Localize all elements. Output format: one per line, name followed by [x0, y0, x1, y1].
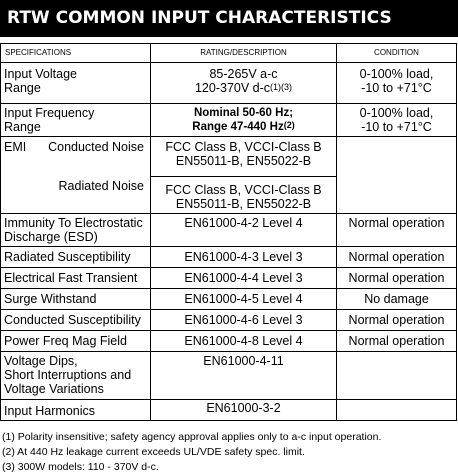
- header-row: [1, 44, 457, 63]
- row-condition-line: 0-100% load,: [359, 67, 434, 81]
- table-row: [1, 214, 457, 247]
- row-condition: [337, 352, 457, 400]
- row-rating: EN61000-4-2 Level 4: [151, 214, 337, 247]
- row-rating: [151, 63, 337, 104]
- row-param-line: Immunity To Electrostatic: [4, 216, 143, 230]
- footnotes: [2, 430, 381, 475]
- row-rating-line: Nominal 50-60 Hz;: [193, 107, 294, 119]
- row-param-line: Voltage Dips,: [4, 354, 78, 368]
- table-row: [1, 63, 457, 104]
- table-row: [1, 310, 457, 331]
- row-condition: Normal operation: [337, 214, 457, 247]
- row-rating-line: FCC Class B, VCCI-Class B: [165, 183, 322, 197]
- row-rating: EN61000-4-3 Level 3: [151, 247, 337, 268]
- row-condition: [337, 137, 457, 214]
- row-condition: Normal operation: [337, 310, 457, 331]
- emi-conducted-rating: [154, 140, 333, 168]
- row-rating: EN61000-4-8 Level 4: [151, 331, 337, 352]
- table-row: [1, 400, 457, 421]
- header-specifications: SPECIFICATIONS: [1, 44, 151, 63]
- footnote: (3) 300W models: 110 - 370V d-c.: [2, 461, 159, 473]
- row-param: Radiated Susceptibility: [1, 247, 151, 268]
- footnote: (2) At 440 Hz leakage current exceeds UL/VDE safety spec. limit.: [2, 446, 305, 458]
- row-condition-line: -10 to +71°C: [361, 81, 432, 95]
- row-rating: [151, 137, 337, 214]
- row-rating-line: 85-265V a-c: [209, 67, 278, 81]
- emi-conducted-label: Conducted Noise: [48, 140, 144, 154]
- row-param-line: Voltage Variations: [4, 382, 104, 396]
- table-row-emi: [1, 137, 457, 214]
- row-rating-line: [154, 81, 333, 96]
- row-rating-text: Range 47-440 Hz: [192, 121, 284, 133]
- row-condition: [337, 63, 457, 104]
- table-row: [1, 331, 457, 352]
- row-param: [1, 137, 151, 214]
- row-condition: [337, 104, 457, 137]
- row-param-line: Input Voltage: [4, 67, 77, 81]
- row-rating: EN61000-3-2: [151, 400, 337, 421]
- row-param: Electrical Fast Transient: [1, 268, 151, 289]
- row-rating-line: EN55011-B, EN55022-B: [175, 154, 312, 168]
- header-rating: RATING/DESCRIPTION: [151, 44, 337, 63]
- emi-label: EMI: [4, 140, 27, 154]
- row-param: [1, 214, 151, 247]
- row-condition-line: 0-100% load,: [359, 106, 434, 120]
- row-condition: Normal operation: [337, 247, 457, 268]
- row-condition: [337, 400, 457, 421]
- row-param: [1, 104, 151, 137]
- row-condition: Normal operation: [337, 331, 457, 352]
- row-param: Input Harmonics: [1, 400, 151, 421]
- footnote-ref: (2): [283, 120, 295, 130]
- emi-radiated-label: Radiated Noise: [58, 179, 144, 193]
- table-row: [1, 104, 457, 137]
- row-param: [1, 63, 151, 104]
- row-condition: Normal operation: [337, 268, 457, 289]
- page-title: RTW COMMON INPUT CHARACTERISTICS: [0, 0, 458, 37]
- table-row: [1, 352, 457, 400]
- table-row: [1, 247, 457, 268]
- row-param-line: Range: [4, 120, 41, 134]
- row-rating-text: 120-370V d-c: [194, 81, 271, 95]
- row-param-line: Short Interruptions and: [4, 368, 132, 382]
- row-rating-line: FCC Class B, VCCI-Class B: [165, 140, 322, 154]
- row-param: Conducted Susceptibility: [1, 310, 151, 331]
- row-condition: No damage: [337, 289, 457, 310]
- footnote: (1) Polarity insensitive; safety agency approval applies only to a-c input operation.: [2, 431, 382, 443]
- row-param: Surge Withstand: [1, 289, 151, 310]
- row-param-line: Discharge (ESD): [4, 230, 98, 244]
- row-param: [1, 352, 151, 400]
- row-rating: [151, 104, 337, 137]
- row-condition-line: -10 to +71°C: [361, 120, 432, 134]
- header-condition: CONDITION: [337, 44, 457, 63]
- row-rating: EN61000-4-5 Level 4: [151, 289, 337, 310]
- row-rating: EN61000-4-4 Level 3: [151, 268, 337, 289]
- row-rating-line: EN55011-B, EN55022-B: [175, 197, 312, 211]
- row-param: Power Freq Mag Field: [1, 331, 151, 352]
- row-rating: EN61000-4-11: [151, 352, 337, 400]
- characteristics-table: [0, 43, 457, 421]
- table-row: [1, 289, 457, 310]
- row-rating-line: [154, 120, 333, 134]
- footnote-ref: (1)(3): [270, 82, 293, 92]
- row-param-line: Input Frequency: [4, 106, 95, 120]
- row-rating: EN61000-4-6 Level 3: [151, 310, 337, 331]
- emi-radiated-rating: [151, 176, 336, 211]
- table-row: [1, 268, 457, 289]
- row-param-line: Range: [4, 81, 41, 95]
